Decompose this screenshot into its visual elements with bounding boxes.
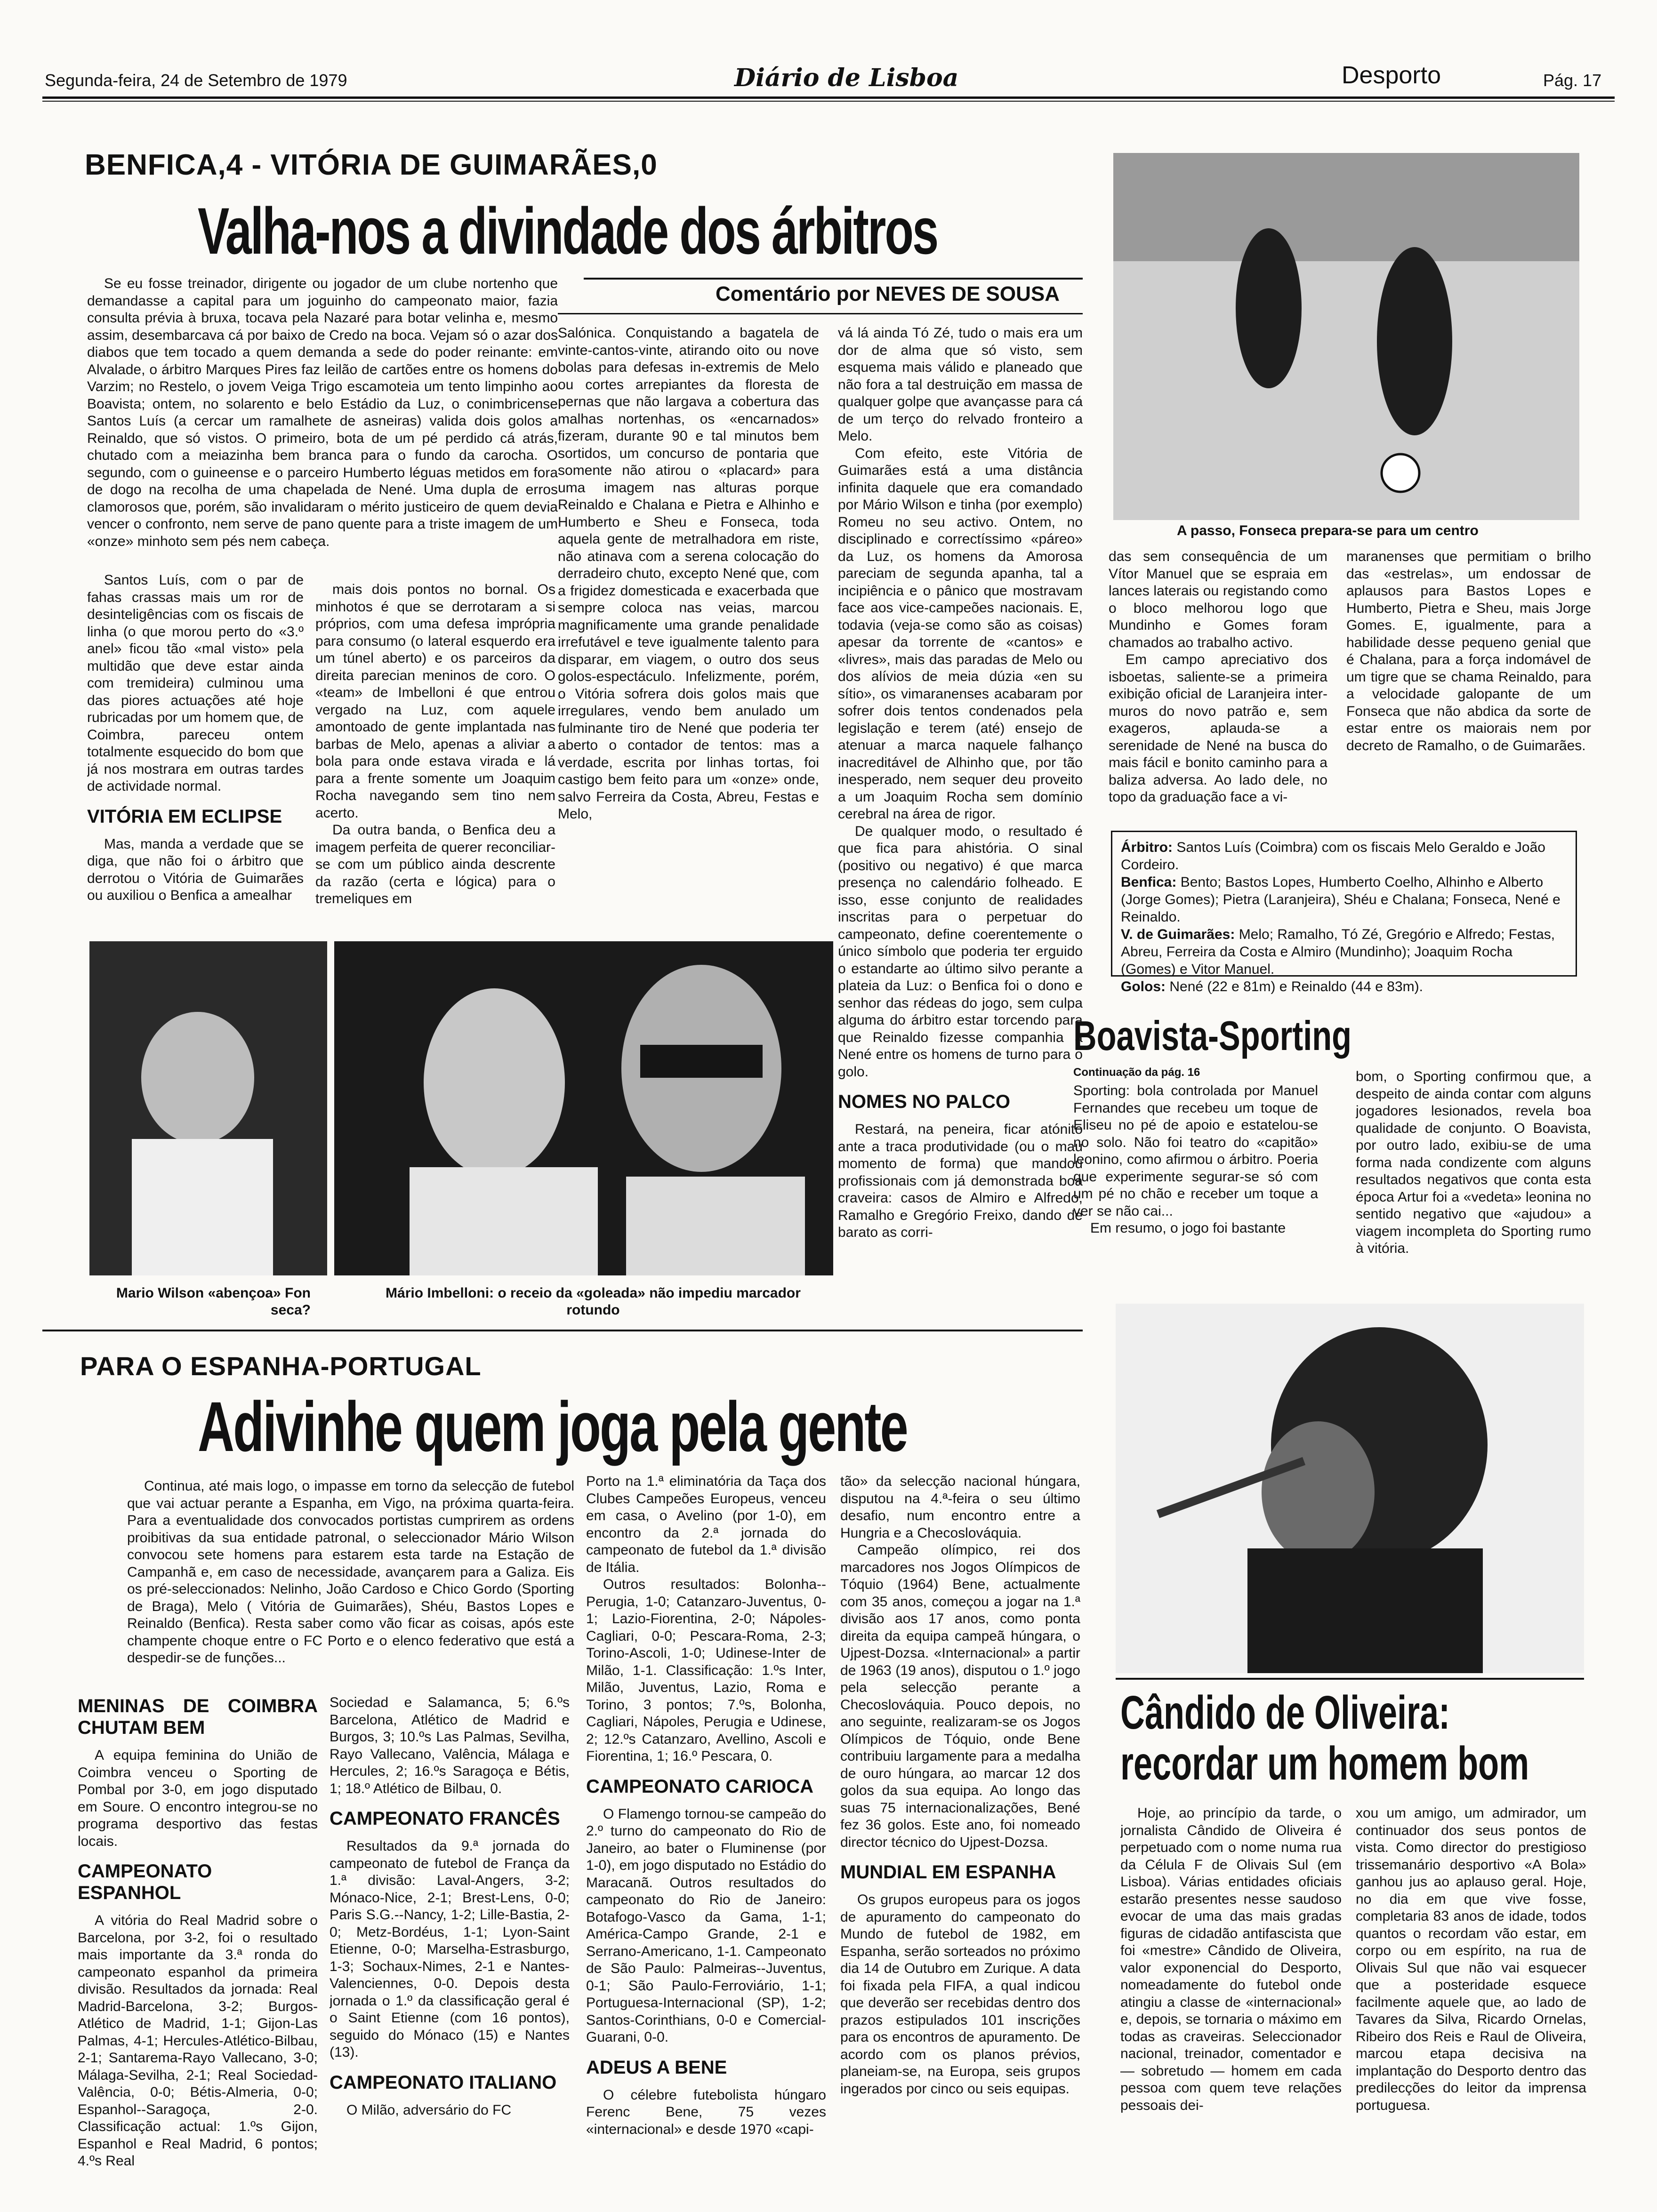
photo-fonseca-illustration [1113,153,1579,520]
story2-column-a [1073,1082,1318,1280]
subhead-campeonato-italiano: CAMPEONATO ITALIANO [330,2072,557,2093]
photo-mario-imbelloni [334,941,833,1275]
story3-lead [127,1478,574,1685]
lineup-benfica [1121,874,1567,926]
story1-col-e-text: das sem consequência de um Vítor Manuel que se espraia em lances laterais ou registando como o bloco melhorou logo que Mundinho e Gomes foram chamados ao trabalho activo. [1109,549,1327,650]
story3-p7: Outros resultados: Bolonha--Perugia, 1-0; Catanzaro-Juventus, 0-1; Lazio-Fiorentina, 2-0; Nápoles-Cagliari, 0-0; Pescara-Roma, 2-3; Torino-Ascoli, 1-0; Udinese-Inter de Milão, 1-1. Classificação: 1.ºs Inter, Milão, Juventus, Lazio, Roma e Torino, 3 pontos; 7.ºs, Bolonha, Cagliari, Nápoles, Perugia e Udinese, 2; 12.ºs Catanzaro, Avellino, Ascoli e Fiorentina, 1; 16.º Pescara, 0. [586,1577,826,1764]
benfica-text: Bento; Bastos Lopes, Humberto Coelho, Alhinho e Alberto (Jorge Gomes); Pietra (Laranjeira), Shéu e Chalana; Fonseca, Nené e Reinaldo. [1121,874,1560,925]
story3-column-c [586,1473,826,2193]
story4-headline: Cândido de Oliveira: recordar um homem bom [1120,1686,1529,1790]
story1-col-b-text: mais dois pontos no bornal. Os minhotos é que se derrotaram a si próprios, com uma defesa imprópria para consumo (o lateral esquerdo era um túnel aberto) e os parceiros da direita parecian meninos de coro. O «team» de Imbelloni é que entrou vergado na Luz, com aquele amontoado de gente implantada nas barbas de Melo, apenas a aliviar a bola para onde estava virada e lá para a frente somente um Joaquim Rocha navegando sem tino nem acerto. [315,582,555,821]
story3-lead-text: Continua, até mais logo, o impasse em torno da selecção de futebol que vai actuar perante a Espanha, em Vigo, na próxima quarta-feira. Para a eventualidade dos convocados portistas cumprirem as ordens proibitivas da sua entidade patronal, o seleccionador Mário Wilson convocou sete homens para estarem esta tarde na Estação de Campanhã e, em caso de necessidade, avançarem para a Galiza. Eis os pré-seleccionados: Nelinho, João Cardoso e Chico Gordo (Sporting de Braga), Melo ( Vitória de Guimarães), Shéu, Bastos Lopes e Reinaldo (Benfica). Resta saber como vão ficar as coisas, após este champente choque entre o FC Porto e o elenco federativo que está a despedir-se de funções... [127,1478,574,1666]
story3-p4: Resultados da 9.ª jornada do campeonato de futebol de França da 1.ª divisão: Laval-Angers, 3-2; Mónaco-Nice, 2-1; Brest-Lens, 0-0; Paris S.G.--Nancy, 1-2; Lille-Bastia, 2-0; Metz-Bordéus, 1-1; Lyon-Saint Etienne, 0-0; Marselha-Estrasburgo, 1-3; Sochaux-Nimes, 2-1 e Nantes-Valenciennes, 0-0. Depois desta jornada o 1.º da classificação geral é o Saint Etienne (com 16 pontos), seguido do Mónaco (15) e Nantes (13). [330,1838,570,2060]
story1-column-f [1346,548,1591,821]
header-rule-thin [42,101,1615,102]
story1-col-a2-text: Mas, manda a verdade que se diga, que não foi o árbitro que derrotou o Vitória de Guimarães ou auxiliou o Benfica a amealhar [87,836,304,903]
story1-col-d4-text: Restará, na peneira, ficar atónito ante a traca produtividade (ou o mau momento de forma) que mandou profissionais com já demonstrada boa craveira: casos de Almiro e Alfredo, Ramalho e Gregório Freixo, dando de barato as corri- [838,1122,1083,1240]
story3-p8: O Flamengo tornou-se campeão do 2.º turno do campeonato do Rio de Janeiro, ao bater o Fluminense (por 1-0), em jogo disputado no Estádio do Maracanã. Outros resultados do campeonato do Rio de Janeiro: Botafogo-Vasco da Gama, 1-1; América-Campo Grande, 2-1 e Serrano-Americano, 1-1. Campeonato de São Paulo: Palmeiras--Juventus, 0-1; São Paulo-Ferroviário, 1-1; Portuguesa-Internacional (SP), 1-2; Santos-Corinthians, 0-0 e Comercial-Guarani, 0-0. [586,1806,826,2045]
section-title: Desporto [1342,62,1441,89]
subhead-vitoria-eclipse: VITÓRIA EM ECLIPSE [87,806,282,827]
subhead-mundial-espanha: MUNDIAL EM ESPANHA [840,1862,1056,1883]
subhead-campeonato-carioca: CAMPEONATO CARIOCA [586,1776,813,1797]
photo-fonseca-action [1113,153,1579,520]
story2-col-a-text: Sporting: bola controlada por Manuel Fernandes que recebeu um toque de Eliseu no pé de apoio e estatelou-se no solo. Não foi teatro do «capitão» leonino, como afirmou o árbitro. Poeria que experimente segurar-se só com um pé no chão e receber um toque a ver se não cai... [1073,1083,1318,1219]
story1-col-d2-text: Com efeito, este Vitória de Guimarães está a uma distância infinita daquele que era comandado por Mário Wilson e tinha (por exemplo) Romeu no seu activo. Ontem, no disciplinado e correctíssimo «páreo» da Luz, os homens da Amorosa pareciam de segunda apanha, tal a incipiência e o pânico que mostravam face aos vice-campeões nacionais. E, todavia (veja-se como são as coisas) apesar da torrente de «cantos» e «livres», mais das paradas de Melo ou dos alívios de meia dúzia «en su sítio», os vimaranenses acabaram por sofrer dois tentos condenados pela legislação e terem (até) ensejo de atenuar a marca naquele falhanço inacreditável de Alhinho que, por tão inesperado, nem sequer deu proveito a um Joaquim Rocha sem domínio cerebral na área de rigor. [838,445,1083,822]
story1-col-f-text: maranenses que permitiam o brilho das «estrelas», um endossar de aplausos para Bastos Lopes e Humberto, Pietra e Sheu, mais Jorge Gomes. E, igualmente, para a habilidade desse pequeno genial que é Chalana, para a força indomável de um tigre que se chama Reinaldo, para a velocidade galopante de um Fonseca que não abdica da sorte de estar entre os maiorais nem por decreto de Ramalho, o de Guimarães. [1346,549,1591,753]
story1-lead [87,275,558,562]
story1-column-c [558,325,819,932]
story1-col-a-text: Santos Luís, com o par de fahas crassas mais um ror de desinteligências com os fiscais de linha (o que morou perto do «3.º anel» ficou tão «mal visto» pela multidão que deve estar ainda com tremideira) culminou uma das piores actuações até hoje rubricadas por um homem que, de Coimbra, pareceu ontem totalmente esquecido do bom que já nos mostrara em outras tardes de actividade normal. [87,572,304,794]
photo3-caption: Mário Imbelloni: o receio da «goleada» não impediu marcador rotundo [386,1285,801,1318]
story1-lead-text: Se eu fosse treinador, dirigente ou jogador de um clube nortenho que demandasse a capital para um joguinho do campeonato maior, fazia consulta prévia à bruxa, tocava pela Nazaré para botar velinha e, mesmo assim, desembarcava cá por baixo de Credo na boca. Vejam só o azar dos diabos que tem tocado a quem demanda a sede do poder reinante: em Alvalade, o árbitro Marques Pires faz leilão de cartões entre os homens do Varzim; no Restelo, o jovem Veiga Trigo escamoteia um tento limpinho ao Boavista; ontem, no solarento e belo Estádio da Luz, o conimbricense Santos Luís (a cercar um ramalhete de asneiras) valida dois golos a Reinaldo, que só vistos. O primeiro, bota de um pé perdido cá atrás, chutado com a meiazinha bem branca para o fundo da carocha. O segundo, com o guineense e o parceiro Humberto léguas metidos em fora de dogo na recolha de uma chapelada de Nené. Uma dupla de erros clamorosos que, porém, são invalidaram o mérito justiceiro de quem devia vencer o confronto, nem serve de pano quente para a triste imagem de um «onze» minhoto sem pés nem cabeça. [87,276,558,549]
story1-col-c-text: Salónica. Conquistando a bagatela de vinte-cantos-vinte, atirando oito ou nove bolas para defesas in-extremis de Melo ou cortes arrepiantes da floresta de pernas que não largava a cobertura das malhas nortenhas, os «encarnados» fizeram, durante 90 e tal minutos bem sortidos, um concurso de pontaria que somente não atirou o «placard» para uma imagem nas alturas porque Reinaldo e Chalana e Pietra e Alhinho e Humberto e Sheu e Fonseca, toda aquela gente de metralhadora em riste, não atinava com a serena colocação do derradeiro chuto, excepto Nené que, com a frigidez domesticada e exacerbada que sempre coloca nas veias, marcou magnificamente uma grande penalidade irrefutável e teve igualmente talento para disparar, em viagem, o outro dos seus golos-espectáculo. Infelizmente, porém, o Vitória sofrera dois golos mais que irregulares, vendo bem anulado um fulminante tiro de Nené que poderia ter aberto o contador de tentos: mas a verdade, escrita por linhas tortas, foi castigo bem feito para um «onze» onde, salvo Ferreira da Costa, Abreu, Festas e Melo, [558,325,819,822]
photo-candido-illustration [1116,1304,1584,1673]
story4-col-a-text: Hoje, ao princípio da tarde, o jornalista Cândido de Oliveira é perpetuado com o nome numa rua da Célula F de Olivais Sul (em Lisboa). Várias entidades oficiais estarão presentes nesse saudoso evocar de uma das mais gradas figuras de cidadão antifascista que foi «mestre» Cândido de Oliveira, valor exponencial do Desporto, nomeadamente do futebol onde atingiu a classe de «internacional» e, depois, se tornaria o máximo em todas as craveiras. Seleccionador nacional, treinador, comentador e — sobretudo — homem em cada pessoa com quem teve relações pessoais dei- [1120,1805,1342,2113]
newspaper-masthead: Diário de Lisboa [734,64,959,92]
page-number: Pág. 17 [1543,71,1602,90]
lineup-vitoria [1121,926,1567,978]
referee-text: Santos Luís (Coimbra) com os fiscais Melo Geraldo e João Cordeiro. [1121,840,1545,873]
story3-p9: O célebre futebolista húngaro Ferenc Bene, 75 vezes «internacional» e desde 1970 «capi- [586,2087,826,2137]
story3-p12: Os grupos europeus para os jogos de apuramento do campeonato do Mundo de futebol de 1982, em Espanha, serão sorteados no próximo dia 14 de Outubro em Zurique. A data foi fixada pela FIFA, a qual indicou que deverão ser recebidas dentro dos prazos estipulados 101 inscrições para os encontros de apuramento. De acordo com os planos prévios, planeiam-se, na Europa, seis grupos ingerados por cinco ou seis equipas. [840,1892,1080,2097]
story1-col-e2-text: Em campo apreciativo dos isboetas, saliente-se a primeira exibição oficial de Laranjeira inter-muros do novo patrão e, sem exageros, aplauda-se a serenidade de Nené na busca do mais fácil e bonito caminho para a baliza adversa. Ao lado dele, no topo da graduação face a vi- [1109,652,1327,805]
subhead-nomes-no-palco: NOMES NO PALCO [838,1091,1010,1112]
issue-date: Segunda-feira, 24 de Setembro de 1979 [45,71,347,90]
subhead-campeonato-frances: CAMPEONATO FRANCÊS [330,1808,560,1829]
story2-continuation: Continuação da pág. 16 [1073,1066,1200,1079]
goals-label: Golos: [1121,979,1166,994]
section-divider [42,1330,1083,1331]
story4-column-a [1120,1805,1342,2181]
goals-text: Nené (22 e 81m) e Reinaldo (44 e 83m). [1169,979,1423,994]
story3-kicker: PARA O ESPANHA-PORTUGAL [80,1351,482,1381]
photo-wilson-illustration [89,941,327,1275]
story4-col-b-text: xou um amigo, um admirador, um continuador dos seus pontos de vista. Como director do prestigioso trissemanário desportivo «A Bola» ganhou jus ao aplauso geral. Hoje, no dia em que vive fosse, completaria 83 anos de idade, todos quantos o recordam vão estar, em corpo ou em espírito, na rua de Olivais Sul que não vai esquecer que a posteridade esquece facilmente aquele que, ao lado de Tavares da Silva, Ricardo Ornelas, Ribeiro dos Reis e Raul de Oliveira, marcou etapa decisiva na implantação do Desporto dentro das predilecções do leitor da imprensa portuguesa. [1356,1805,1586,2113]
subhead-meninas-coimbra: MENINAS DE COIMBRA CHUTAM BEM [78,1696,318,1738]
story4-rule-top [1116,1678,1584,1680]
byline-rule [584,278,1083,280]
story1-column-b [315,581,555,930]
story3-p3: Sociedad e Salamanca, 5; 6.ºs Barcelona, Atlético de Madrid e Burgos, 3; 10.ºs Las Palmas, Sevilha, Rayo Vallecano, Valência, Málaga e Hercules, 2; 16.ºs Saragoça e Bétis, 1; 18.º Atlético de Bilbau, 0. [330,1695,570,1796]
story3-p2: A vitória do Real Madrid sobre o Barcelona, por 3-2, foi o resultado mais importante da 3.ª ronda do campeonato espanhol da primeira divisão. Resultados da jornada: Real Madrid-Barcelona, 3-2; Burgos-Atlético de Madrid, 1-1; Gijon-Las Palmas, 4-1; Hercules-Atlético-Bilbau, 2-1; Santarema-Rayo Vallecano, 3-0; Málaga-Sevilha, 2-1; Real Sociedad-Valência, 0-0; Bétis-Almeria, 0-0; Espanhol--Saragoça, 2-0. Classificação actual: 1.ºs Gijon, Espanhol e Real Madrid, 6 pontos; 4.ºs Real [78,1913,318,2169]
byline-rule-bottom [558,313,1083,314]
story1-headline: Valha-nos a divindade dos árbitros [198,194,938,268]
story2-col-a2-text: Em resumo, o jogo foi bastante [1090,1220,1286,1236]
lineup-referee [1121,839,1567,874]
story3-p10: tão» da selecção nacional húngara, disputou na 4.ª-feira o seu último desafio, num encontro entre a Hungria e a Checoslováquia. [840,1474,1080,1541]
subhead-adeus-bene: ADEUS A BENE [586,2057,727,2078]
story1-column-d [838,325,1083,1308]
photo-candido-de-oliveira [1116,1304,1584,1673]
story1-col-d3-text: De qualquer modo, o resultado é que fica para ahistória. O sinal (positivo ou negativo) é que marca presença no calendário folheado. E isso, esse conjunto de realidades inscritas para o perpetuar do campeonato, define coerentemente o único símbolo que poderia ter erguido o estandarte ao último silvo perante a plateia da Luz: o Benfica foi o dono e senhor das rédeas do jogo, sem culpa alguma do árbitro estar torcendo para que Reinaldo fizesse companhia a Nené entre os homens de turno para o golo. [838,823,1083,1080]
story2-headline: Boavista-Sporting [1073,1012,1352,1059]
story2-col-b-text: bom, o Sporting confirmou que, a despeito de ainda contar com alguns jogadores lesionados, revela boa qualidade de conjunto. O Boavista, por outro lado, exibiu-se de uma forma nada condizente com alguns resultados negativos que conta esta época Artur foi a «vedeta» leonina no sentido negativo que «ajudou» a viagem incompleta do Sporting rumo à vitória. [1356,1069,1591,1256]
story3-headline: Adivinhe quem joga pela gente [198,1387,907,1466]
story1-byline: Comentário por NEVES DE SOUSA [716,282,1060,305]
story1-kicker: BENFICA,4 - VITÓRIA DE GUIMARÃES,0 [85,149,658,181]
header-rule [42,96,1615,99]
story3-column-a [78,1685,318,2193]
vitoria-label: V. de Guimarães: [1121,927,1235,942]
subhead-campeonato-espanhol: CAMPEONATO ESPANHOL [78,1861,212,1903]
referee-label: Árbitro: [1121,840,1173,855]
story3-p1: A equipa feminina do União de Coimbra venceu o Sporting de Pombal por 3-0, em jogo disputado em Soure. O encontro integrou-se no programa desportivo das festas locais. [78,1747,318,1849]
photo2-caption: Mario Wilson «abençoa» Fon seca? [116,1285,311,1318]
lineup-goals [1121,978,1567,995]
lineup-box [1111,831,1577,994]
story2-column-b [1356,1068,1591,1280]
story3-p11: Campeão olímpico, rei dos marcadores nos Jogos Olímpicos de Tóquio (1964) Bene, actualmente com 35 anos, começou a jogar na 1.ª divisão aos 17 anos, como ponta direita da equipa campeã húngara, o Ujpest-Dozsa. «Internacional» a partir de 1963 (19 anos), disputou o 1.º jogo pela selecção perante a Checoslováquia. Pouco depois, no ano seguinte, realizaram-se os Jogos Olímpicos de Tóquio, onde Bene contribuiu largamente para a medalha de ouro húngara, ao marcar 12 dos golos da sua equipa. Ao longo das suas 75 internacionalizações, Bené fez 36 golos. Este ano, foi nomeado director técnico do Ujpest-Dozsa. [840,1542,1080,1850]
photo1-caption: A passo, Fonseca prepara-se para um centro [1177,523,1479,538]
story1-col-b2-text: Da outra banda, o Benfica deu a imagem perfeita de querer reconciliar-se com um público ainda descrente da razão (certa e lógica) para o tremeliques em [315,822,555,906]
vitoria-text: Melo; Ramalho, Tó Zé, Gregório e Alfredo; Festas, Abreu, Ferreira da Costa e Almiro (Mundinho); Joaquim Rocha (Gomes) e Vitor Manuel. [1121,927,1555,977]
story1-column-e [1073,548,1327,821]
photo-imbelloni-illustration [334,941,833,1275]
story3-p6: Porto na 1.ª eliminatória da Taça dos Clubes Campeões Europeus, venceu em casa, o Avelino (por 1-0), em encontro da 2.ª jornada do campeonato de futebol da 1.ª divisão de Itália. [586,1474,826,1575]
story4-column-b [1356,1805,1586,2181]
photo-mario-wilson [89,941,327,1275]
story3-p5: O Milão, adversário do FC [346,2102,512,2118]
benfica-label: Benfica: [1121,874,1177,890]
story3-column-d [840,1473,1080,2193]
story1-col-d-text: vá lá ainda Tó Zé, tudo o mais era um dor de alma que só visto, sem esquema mais válido e planeado que não fora a tal destruição em massa de qualquer golpe que avançasse para cá de um terço do relvado fronteiro a Melo. [838,325,1083,444]
story3-column-b [330,1694,570,2193]
